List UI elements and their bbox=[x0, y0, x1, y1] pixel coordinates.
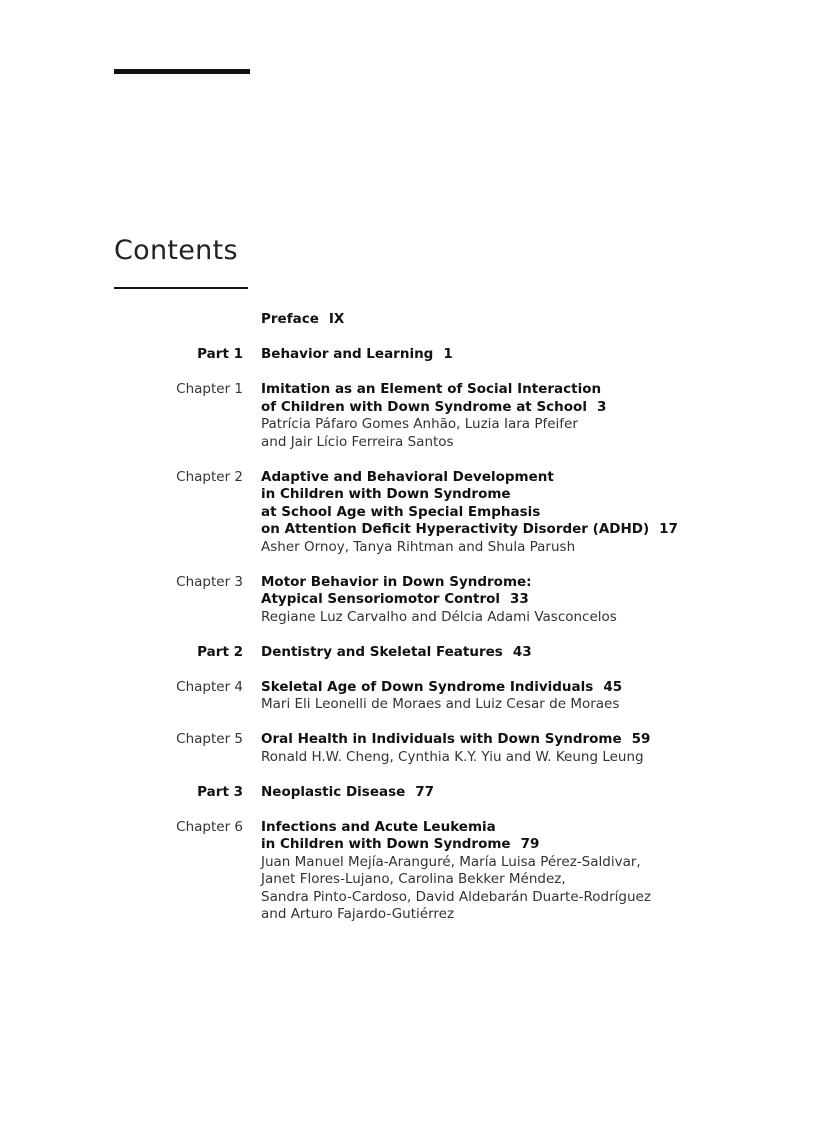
entry-title bbox=[261, 819, 816, 854]
part-label: Part 2 bbox=[197, 643, 243, 660]
toc-chapter bbox=[0, 469, 816, 557]
title-line: Skeletal Age of Down Syndrome Individuals bbox=[261, 678, 594, 695]
title-line: Imitation as an Element of Social Interaction bbox=[261, 381, 602, 397]
title-line: Preface bbox=[261, 311, 319, 327]
title-line: Behavior and Learning bbox=[261, 346, 434, 362]
chapter-label: Chapter 1 bbox=[176, 381, 243, 397]
author-line: Asher Ornoy, Tanya Rihtman and Shula Parush bbox=[261, 538, 576, 555]
entry-title bbox=[261, 679, 816, 697]
toc-chapter bbox=[0, 679, 816, 714]
entry-authors bbox=[261, 749, 816, 767]
toc-part bbox=[0, 346, 816, 364]
title-line: Dentistry and Skeletal Features bbox=[261, 643, 503, 660]
entry-authors bbox=[261, 696, 816, 714]
entry-title bbox=[261, 311, 816, 329]
author-line: and Jair Lício Ferreira Santos bbox=[261, 433, 454, 450]
entry-authors bbox=[261, 539, 816, 557]
page-number: 79 bbox=[520, 836, 540, 852]
title-line: in Children with Down Syndrome bbox=[261, 836, 511, 852]
toc-chapter bbox=[0, 381, 816, 451]
page-number: 45 bbox=[603, 678, 623, 695]
page-number: IX bbox=[328, 311, 345, 327]
title-line: Motor Behavior in Down Syndrome: bbox=[261, 573, 532, 590]
title-line: in Children with Down Syndrome bbox=[261, 486, 511, 502]
entry-authors bbox=[261, 854, 816, 924]
chapter-label: Chapter 3 bbox=[176, 573, 243, 590]
entry-title bbox=[261, 346, 816, 364]
author-line: Patrícia Páfaro Gomes Anhão, Luzia Iara Pfeifer bbox=[261, 416, 578, 432]
author-line: Ronald H.W. Cheng, Cynthia K.Y. Yiu and W. Keung Leung bbox=[261, 748, 644, 765]
page-title: Contents bbox=[114, 235, 238, 266]
toc-chapter bbox=[0, 819, 816, 924]
toc-part bbox=[0, 784, 816, 802]
part-label: Part 1 bbox=[197, 346, 243, 362]
entry-title bbox=[261, 731, 816, 749]
page-number: 43 bbox=[512, 643, 532, 660]
title-line: at School Age with Special Emphasis bbox=[261, 503, 541, 520]
chapter-label: Chapter 5 bbox=[176, 731, 243, 747]
title-line: Infections and Acute Leukemia bbox=[261, 818, 496, 835]
chapter-label: Chapter 2 bbox=[176, 468, 243, 485]
title-line: of Children with Down Syndrome at School bbox=[261, 398, 587, 415]
title-rule bbox=[114, 287, 248, 289]
entry-title bbox=[261, 644, 816, 662]
toc-chapter bbox=[0, 574, 816, 627]
entry-title bbox=[261, 574, 816, 609]
entry-authors bbox=[261, 416, 816, 451]
title-line: Oral Health in Individuals with Down Syndrome bbox=[261, 731, 622, 747]
author-line: Mari Eli Leonelli de Moraes and Luiz Cesar de Moraes bbox=[261, 696, 620, 712]
author-line: Sandra Pinto-Cardoso, David Aldebarán Duarte-Rodríguez bbox=[261, 888, 651, 905]
entry-authors bbox=[261, 609, 816, 627]
chapter-label: Chapter 6 bbox=[176, 818, 243, 835]
title-line: Atypical Sensoriomotor Control bbox=[261, 591, 501, 607]
toc-part bbox=[0, 644, 816, 662]
entry-title bbox=[261, 469, 816, 539]
author-line: Regiane Luz Carvalho and Délcia Adami Vasconcelos bbox=[261, 608, 617, 625]
author-line: Juan Manuel Mejía-Aranguré, María Luisa Pérez-Saldivar, bbox=[261, 853, 641, 870]
page-number: 1 bbox=[443, 346, 453, 362]
page-number: 33 bbox=[510, 591, 529, 607]
page-number: 17 bbox=[659, 521, 678, 537]
title-line: Neoplastic Disease bbox=[261, 783, 406, 800]
entry-title bbox=[261, 381, 816, 416]
toc-chapter bbox=[0, 731, 816, 766]
page-number: 77 bbox=[415, 783, 435, 800]
chapter-label: Chapter 4 bbox=[176, 678, 243, 695]
table-of-contents bbox=[0, 311, 816, 941]
title-line: on Attention Deficit Hyperactivity Disorder (ADHD) bbox=[261, 521, 650, 537]
author-line: Janet Flores-Lujano, Carolina Bekker Méndez, bbox=[261, 871, 566, 887]
author-line: and Arturo Fajardo-Gutiérrez bbox=[261, 906, 455, 922]
page-number: 59 bbox=[631, 731, 651, 747]
toc-front-matter bbox=[0, 311, 816, 329]
title-line: Adaptive and Behavioral Development bbox=[261, 468, 554, 485]
page-number: 3 bbox=[596, 398, 607, 415]
part-label: Part 3 bbox=[197, 783, 243, 800]
entry-title bbox=[261, 784, 816, 802]
top-rule bbox=[114, 69, 250, 74]
